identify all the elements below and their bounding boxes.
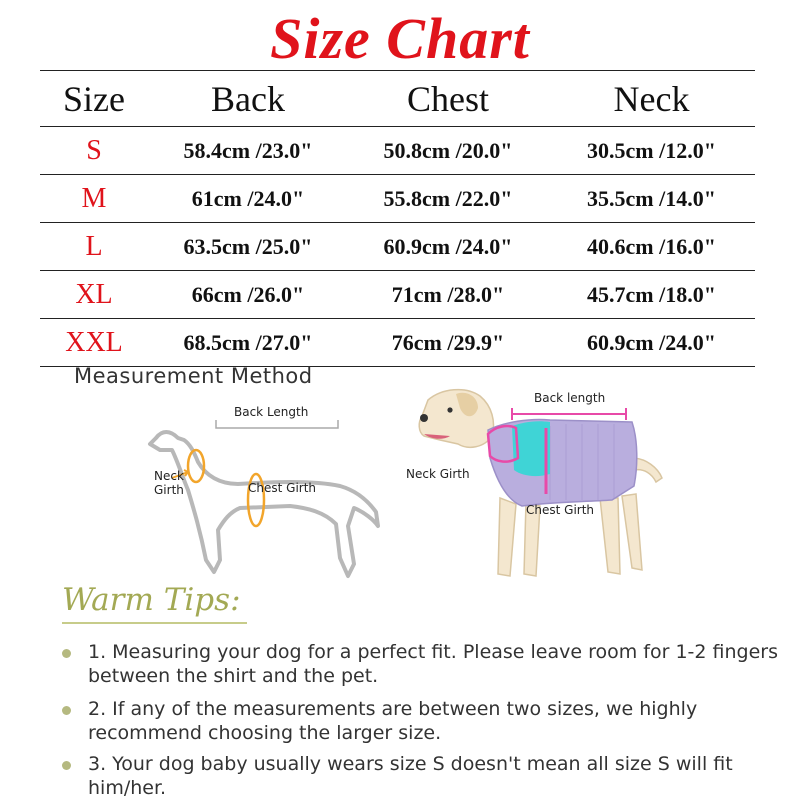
- size-label: L: [40, 223, 148, 271]
- neck-value: 30.5cm /12.0": [548, 127, 755, 175]
- back-value: 63.5cm /25.0": [148, 223, 348, 271]
- chest-value: 60.9cm /24.0": [348, 223, 548, 271]
- right-back-length-label: Back length: [534, 391, 606, 405]
- bullet-icon: [62, 649, 71, 658]
- chest-value: 55.8cm /22.0": [348, 175, 548, 223]
- neck-value: 45.7cm /18.0": [548, 271, 755, 319]
- size-label: XXL: [40, 319, 148, 367]
- table-row: [40, 271, 755, 319]
- table-row: [40, 223, 755, 271]
- neck-value: 60.9cm /24.0": [548, 319, 755, 367]
- back-value: 66cm /26.0": [148, 271, 348, 319]
- left-girth-label: Girth: [154, 483, 184, 497]
- table-row: [40, 127, 755, 175]
- header-back: Back: [148, 71, 348, 127]
- back-value: 61cm /24.0": [148, 175, 348, 223]
- measurement-heading: Measurement Method: [74, 364, 313, 388]
- header-neck: Neck: [548, 71, 755, 127]
- chest-value: 50.8cm /20.0": [348, 127, 548, 175]
- left-neck-label: Neck: [154, 469, 184, 483]
- tips-title: Warm Tips:: [62, 582, 241, 618]
- tips-underline: [62, 622, 247, 624]
- bullet-icon: [62, 761, 71, 770]
- table-header-row: [40, 71, 755, 127]
- dog-coat-diagram: [400, 378, 680, 588]
- bullet-icon: [62, 706, 71, 715]
- tip-text: 1. Measuring your dog for a perfect fit. Please leave room for 1-2 fingers between the shirt and the pet.: [88, 641, 779, 687]
- dog-outline-diagram: [140, 400, 390, 590]
- size-label: M: [40, 175, 148, 223]
- chest-value: 76cm /29.9": [348, 319, 548, 367]
- tip-text: 2. If any of the measurements are between two sizes, we highly recommend choosing the larger size.: [88, 698, 698, 744]
- neck-value: 40.6cm /16.0": [548, 223, 755, 271]
- back-value: 58.4cm /23.0": [148, 127, 348, 175]
- page-title: Size Chart: [270, 6, 530, 71]
- dog-head-icon: [419, 390, 493, 448]
- size-label: S: [40, 127, 148, 175]
- header-chest: Chest: [348, 71, 548, 127]
- chest-value: 71cm /28.0": [348, 271, 548, 319]
- table-row: [40, 319, 755, 367]
- right-neck-girth-label: Neck Girth: [406, 467, 470, 481]
- left-chest-girth-label: Chest Girth: [248, 481, 317, 495]
- back-value: 68.5cm /27.0": [148, 319, 348, 367]
- left-back-length-label: Back Length: [234, 405, 309, 419]
- back-length-marker: [512, 408, 626, 420]
- size-label: XL: [40, 271, 148, 319]
- tip-text: 3. Your dog baby usually wears size S doesn't mean all size S will fit him/her.: [88, 753, 733, 799]
- table-row: [40, 175, 755, 223]
- header-size: Size: [40, 71, 148, 127]
- neck-value: 35.5cm /14.0": [548, 175, 755, 223]
- size-table: [40, 70, 755, 367]
- right-chest-girth-label: Chest Girth: [526, 503, 595, 517]
